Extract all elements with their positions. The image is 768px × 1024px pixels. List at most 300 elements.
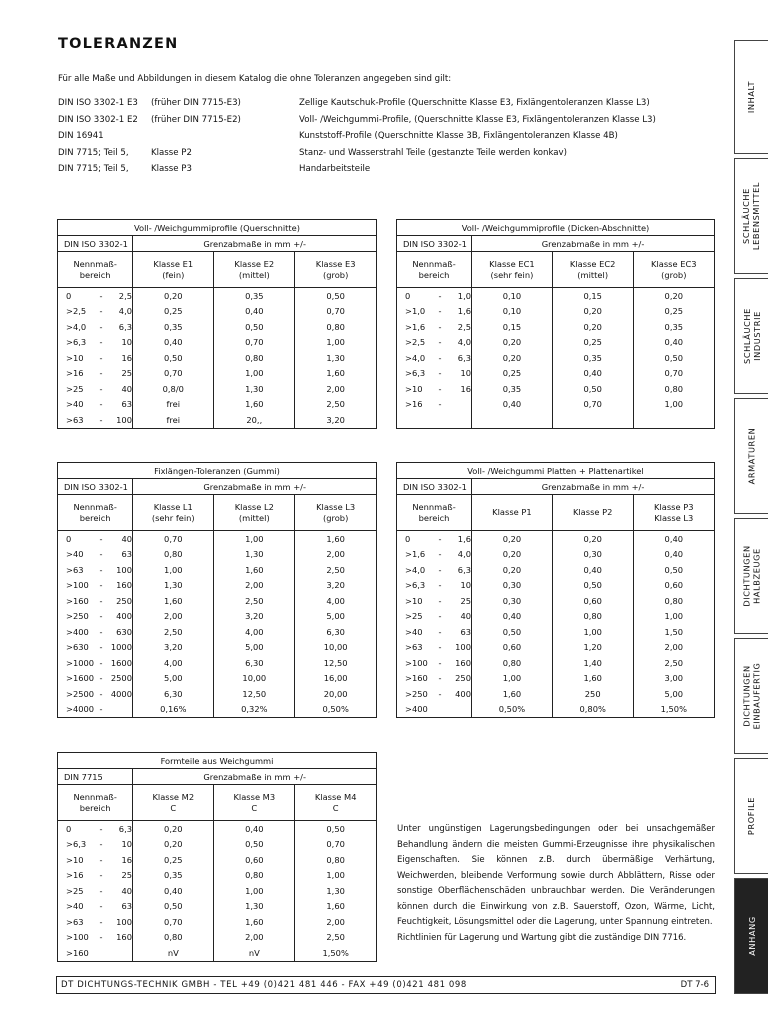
table-standard: DIN ISO 3302-1 [397,236,472,252]
tolerance-value: 6,30 [295,624,377,640]
din-standard: DIN 7715; Teil 5, [58,147,129,158]
column-header-class: Klasse EC2 (mittel) [552,252,633,288]
range-dash: - [99,595,103,606]
range-cell [58,531,133,547]
tolerance-value: 0,50 [633,562,714,578]
range-cell [397,702,472,718]
range-cell [58,412,133,428]
tolerance-value: 0,40 [633,547,714,563]
table-row [58,304,377,320]
tolerance-value: 1,00 [633,609,714,625]
din-standard: DIN ISO 3302-1 E3 [58,98,138,108]
table-row [58,609,377,625]
din-application: Kunststoff-Profile (Querschnitte Klasse 3B, Fixlängentoleranzen Klasse 4B) [299,131,618,141]
tolerance-value: 0,25 [633,304,714,320]
tolerance-value: 0,50 [633,350,714,366]
din-note: Klasse P2 [151,147,192,158]
table-row [397,350,715,366]
tolerance-value: 0,80 [633,593,714,609]
column-header-class: Klasse EC1 (sehr fein) [472,252,553,288]
range-to [445,399,471,409]
range-to: 1600 [110,657,132,668]
tolerance-value: 1,50% [633,702,714,718]
range-cell [397,531,472,547]
range-cell [58,624,133,640]
din-standard: DIN ISO 3302-1 E2 [58,114,138,125]
range-to [106,704,132,714]
table-sheet-tolerances [396,462,715,718]
column-header-class: Klasse EC3 (grob) [633,252,714,288]
tolerance-value: 2,00 [633,640,714,656]
range-from: >6,3 [66,839,87,850]
range-dash: - [99,657,103,668]
tolerance-value: 0,35 [472,381,553,397]
table-molded-parts [57,752,377,962]
tolerance-value: 0,80 [295,852,377,868]
range-cell [397,640,472,656]
tolerance-value: 0,60 [214,852,295,868]
table-standard: DIN 7715 [58,769,133,785]
range-from: >250 [66,611,89,622]
range-cell [58,914,133,930]
tolerance-value: 12,50 [295,655,377,671]
tolerance-value: 0,70 [133,531,214,547]
tolerance-value: 4,00 [133,655,214,671]
tolerance-value: 0,20 [552,304,633,320]
range-cell [58,593,133,609]
table-unit-label: Grenzabmaße in mm +/- [133,479,377,495]
range-dash: - [99,611,103,622]
range-to: 63 [121,901,132,912]
tolerance-value: 5,00 [133,671,214,687]
tolerance-value: 0,80 [133,930,214,946]
tolerance-value: 0,25 [133,304,214,320]
range-to: 100 [116,414,132,425]
range-from: >160 [66,947,89,958]
section-tab-dichtungen[interactable] [734,518,768,634]
range-dash: - [99,839,103,850]
table-row [58,945,377,961]
range-to: 1000 [110,642,132,653]
tolerance-value: 2,00 [214,578,295,594]
table-row [58,852,377,868]
column-header-range: Nennmaß- bereich [397,252,472,288]
tolerance-value: 0,20 [472,562,553,578]
range-cell [397,335,472,351]
tolerance-value: 0,25 [133,852,214,868]
range-from: >4,0 [405,564,426,575]
range-dash: - [99,932,103,943]
column-header-range: Nennmaß- bereich [58,252,133,288]
tolerance-value: 0,25 [552,335,633,351]
tolerance-value: 0,60 [472,640,553,656]
tolerance-value: 0,15 [472,319,553,335]
tolerance-value: 0,35 [633,319,714,335]
range-to: 25 [460,595,471,606]
range-dash: - [99,321,103,332]
range-to: 1,0 [457,290,471,301]
range-dash: - [438,321,442,332]
range-from: >40 [66,549,84,560]
range-cell [58,547,133,563]
range-cell [397,655,472,671]
tolerance-value: 0,20 [133,821,214,837]
section-tab-armaturen[interactable] [734,398,768,514]
range-dash: - [438,688,442,699]
range-dash: - [99,564,103,575]
range-from: 0 [66,290,72,301]
tolerance-value: 250 [552,686,633,702]
range-cell [58,883,133,899]
table-row [58,868,377,884]
tolerance-value: 0,80 [133,547,214,563]
range-cell [58,868,133,884]
range-dash: - [438,657,442,668]
range-from: >4,0 [66,321,87,332]
table-row [397,319,715,335]
range-to: 400 [116,611,132,622]
table-row [58,578,377,594]
range-from: >63 [66,414,84,425]
range-from: >100 [405,657,428,668]
section-tab-label: DICHTUNGEN HALBZEUGE [741,545,762,607]
range-cell [397,609,472,625]
tolerance-value: 10,00 [295,640,377,656]
tolerance-value: 0,40 [214,821,295,837]
table-row [397,702,715,718]
tolerance-value: 1,60 [295,366,377,382]
table-row [397,381,715,397]
range-to: 100 [116,916,132,927]
range-to: 40 [460,611,471,622]
table-row [397,671,715,687]
table-fixed-length-tolerances [57,462,377,718]
tolerance-value: 0,15 [552,288,633,304]
range-from: >16 [405,399,423,410]
table-row [58,562,377,578]
range-from: >160 [66,595,89,606]
range-to: 25 [121,368,132,379]
section-tab-profile[interactable] [734,758,768,874]
page-footer [56,976,716,994]
range-to: 630 [116,626,132,637]
range-from: >160 [405,673,428,684]
table-row [58,531,377,547]
column-header-range: Nennmaß- bereich [397,495,472,531]
range-cell [58,671,133,687]
range-cell [397,562,472,578]
tolerance-value: 0,40 [472,609,553,625]
tolerance-value: 0,70 [295,837,377,853]
tolerance-value: 0,20 [552,319,633,335]
range-to: 40 [121,533,132,544]
tolerance-value: 0,80 [552,609,633,625]
tolerance-value: 2,00 [133,609,214,625]
table-title: Voll- /Weichgummiprofile (Querschnitte) [58,220,377,236]
table-row [58,335,377,351]
range-to: 160 [116,580,132,591]
column-header-range: Nennmaß- bereich [58,495,133,531]
tolerance-value: 0,50 [295,288,377,304]
range-dash: - [438,399,442,410]
range-to: 2500 [110,673,132,684]
table-row [58,319,377,335]
tolerance-value: 0,40 [633,531,714,547]
tolerance-value: 0,60 [552,593,633,609]
table-unit-label: Grenzabmaße in mm +/- [133,769,377,785]
section-tab-label: SCHLÄUCHE LEBENSMITTEL [741,181,762,251]
tolerance-value: 0,35 [133,319,214,335]
tolerance-value: 1,00 [295,335,377,351]
tolerance-value: 0,50 [214,837,295,853]
range-dash: - [99,916,103,927]
table-row [58,655,377,671]
section-tab-label: PROFILE [746,796,757,836]
tolerance-value: 0,16% [133,702,214,718]
tolerance-value: 1,00 [472,671,553,687]
table-row [397,335,715,351]
range-to: 2,5 [118,290,132,301]
range-to: 16 [121,352,132,363]
range-from: >400 [66,626,89,637]
tolerance-value: 0,70 [214,335,295,351]
tolerance-value: 1,60 [552,671,633,687]
column-header-class: Klasse L3 (grob) [295,495,377,531]
tolerance-value: 0,8/0 [133,381,214,397]
section-tab-inhalt[interactable] [734,40,768,154]
range-cell [58,381,133,397]
section-tab-label: ANHANG [746,916,757,956]
range-from: >63 [66,916,84,927]
range-cell [58,350,133,366]
tolerance-value: 0,60 [633,578,714,594]
range-from: >25 [405,611,423,622]
range-dash: - [438,626,442,637]
range-cell [58,945,133,961]
range-dash: - [438,642,442,653]
tolerance-value: 0,30 [472,578,553,594]
tolerance-value: 1,60 [133,593,214,609]
tolerance-value: 2,00 [295,381,377,397]
section-tab-dichtungen[interactable] [734,638,768,754]
tolerance-value: 2,50 [133,624,214,640]
section-tab-label: INHALT [746,80,757,114]
range-to: 250 [455,673,471,684]
tolerance-value: 1,00 [214,366,295,382]
table-standard: DIN ISO 3302-1 [58,236,133,252]
tolerance-value: 2,50 [295,397,377,413]
range-cell [58,578,133,594]
section-tab-label: ARMATUREN [746,427,757,485]
range-dash: - [438,533,442,544]
column-header-class: Klasse M2 C [133,785,214,821]
din-note: (früher DIN 7715-E3) [151,98,241,108]
tolerance-value: 3,20 [295,578,377,594]
table-row [397,562,715,578]
tolerance-value: 1,50% [295,945,377,961]
table-row [397,640,715,656]
tolerance-value: 0,50 [133,350,214,366]
table-row [58,702,377,718]
range-to: 6,3 [118,321,132,332]
range-to: 10 [460,368,471,379]
table-unit-label: Grenzabmaße in mm +/- [472,236,715,252]
din-note: Klasse P3 [151,164,192,174]
column-header-class: Klasse L2 (mittel) [214,495,295,531]
range-dash: - [99,688,103,699]
range-dash: - [99,673,103,684]
range-dash: - [99,823,103,834]
tolerance-value: 4,00 [214,624,295,640]
tolerance-value: 0,70 [133,914,214,930]
column-header-class: Klasse M4 C [295,785,377,821]
range-cell [397,547,472,563]
section-tab-anhang[interactable] [734,878,768,994]
tolerance-value: 5,00 [633,686,714,702]
tolerance-value: 2,50 [295,930,377,946]
range-dash: - [438,564,442,575]
range-from: >100 [66,580,89,591]
range-cell [397,593,472,609]
range-dash: - [99,580,103,591]
tolerance-value: 0,40 [472,397,553,413]
tolerance-value: 1,20 [552,640,633,656]
tolerance-value: 3,20 [214,609,295,625]
tolerance-value: 2,00 [214,930,295,946]
tolerance-value: 3,20 [133,640,214,656]
tolerance-value [472,412,553,428]
range-cell [58,686,133,702]
range-to: 63 [121,399,132,410]
table-row [58,837,377,853]
tolerance-value: 0,40 [552,562,633,578]
tolerance-value: 0,40 [633,335,714,351]
tolerance-value: 0,50% [295,702,377,718]
range-to: 6,3 [457,352,471,363]
table-row [58,686,377,702]
tolerance-value: 1,30 [295,350,377,366]
table-row [397,366,715,382]
tolerance-value: 0,35 [133,868,214,884]
din-standard: DIN 16941 [58,131,104,141]
range-from: >2500 [66,688,95,699]
table-title: Voll- /Weichgummi Platten + Plattenartikel [397,463,715,479]
section-tab-schläuche[interactable] [734,158,768,274]
page-number: DT 7-6 [680,980,709,990]
tolerance-value: 0,70 [552,397,633,413]
tolerance-value: 0,32% [214,702,295,718]
range-cell [58,930,133,946]
tolerance-value: 1,50 [633,624,714,640]
tolerance-value: 2,00 [295,914,377,930]
tolerance-value: 12,50 [214,686,295,702]
range-to: 16 [460,383,471,394]
range-dash: - [438,337,442,348]
range-cell [397,288,472,304]
range-from: >10 [66,352,84,363]
tolerance-value: 3,20 [295,412,377,428]
tolerance-value: 1,60 [214,562,295,578]
table-row [397,624,715,640]
range-dash: - [99,854,103,865]
range-to: 63 [460,626,471,637]
tolerance-value: 0,20 [552,531,633,547]
table-row [58,593,377,609]
range-cell [58,288,133,304]
range-dash: - [438,580,442,591]
din-standard: DIN 7715; Teil 5, [58,164,129,174]
table-row [58,412,377,428]
range-dash: - [99,549,103,560]
range-from: >63 [66,564,84,575]
table-row [397,593,715,609]
range-dash: - [438,352,442,363]
range-from: >1600 [66,673,95,684]
tolerance-value: 1,00 [552,624,633,640]
range-from: >40 [66,399,84,410]
range-from: >6,3 [405,580,426,591]
range-cell [397,350,472,366]
range-dash: - [99,337,103,348]
tolerance-value: 10,00 [214,671,295,687]
range-dash: - [438,595,442,606]
range-from: >25 [66,383,84,394]
range-dash: - [438,306,442,317]
range-cell [58,837,133,853]
range-cell [397,624,472,640]
range-cell [58,366,133,382]
range-to [106,948,132,958]
range-to: 25 [121,870,132,881]
tolerance-value: 1,60 [295,899,377,915]
range-to: 4,0 [118,306,132,317]
tolerance-value: 6,30 [133,686,214,702]
range-from: >4,0 [405,352,426,363]
table-profile-cross-sections [57,219,377,429]
range-to: 4,0 [457,549,471,560]
range-from: >1000 [66,657,95,668]
tolerance-value: 0,20 [472,335,553,351]
range-from: >630 [66,642,89,653]
range-from: >400 [405,704,428,715]
tolerance-value: 5,00 [214,640,295,656]
range-dash: - [99,901,103,912]
tolerance-value: 0,40 [214,304,295,320]
range-cell [397,381,472,397]
tolerance-value: 0,70 [633,366,714,382]
range-cell [397,671,472,687]
tolerance-value: 0,50 [133,899,214,915]
tolerance-value: 0,35 [552,350,633,366]
range-from: >16 [66,368,84,379]
range-dash: - [99,290,103,301]
range-dash: - [99,533,103,544]
table-standard: DIN ISO 3302-1 [58,479,133,495]
range-to: 6,3 [118,823,132,834]
range-to: 100 [455,642,471,653]
tolerance-value: 0,80 [633,381,714,397]
range-to: 16 [121,854,132,865]
tolerance-value: 1,60 [214,914,295,930]
tolerance-value: 1,30 [214,381,295,397]
tolerance-value: 1,60 [214,397,295,413]
table-row [58,899,377,915]
tolerance-value: 2,50 [633,655,714,671]
section-tab-schläuche[interactable] [734,278,768,394]
range-from: >25 [66,885,84,896]
tolerance-value: 1,30 [133,578,214,594]
table-row [397,578,715,594]
